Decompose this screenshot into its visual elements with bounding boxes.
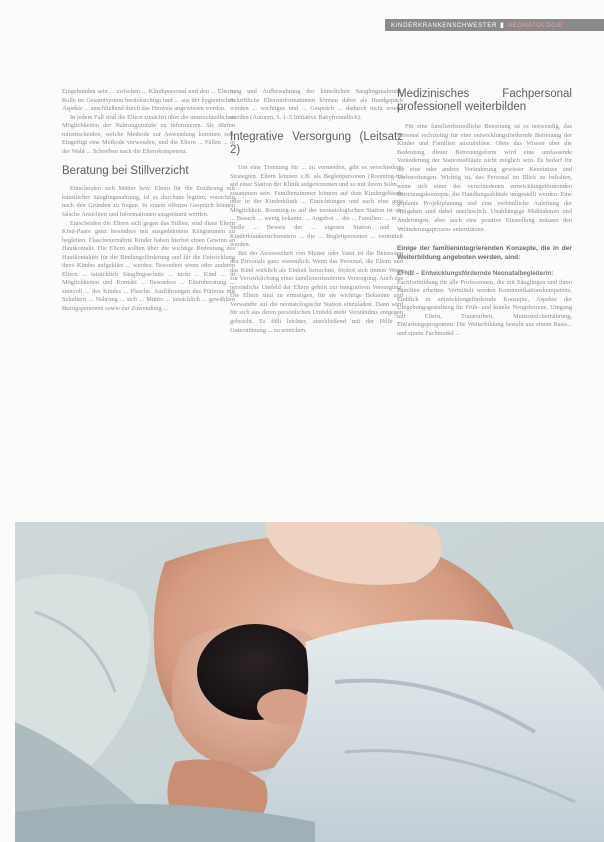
column-3 bbox=[397, 88, 572, 338]
subheading-konzepte: Einige der familienintegrierenden Konzepte, die in der Weiterbildung angeboten werden, sind: bbox=[397, 245, 572, 262]
paragraph: Für eine familienfreundliche Betreuung ist es notwendig, das Personal rechtzeitig für eine entwicklungsfördernde Betreuung der Kinder und Familien auszubilden. Ohne das Wissen über die Bedeutung dieser Betreuungsform wird eine umfassende Veränderung der Stationsabläufe nicht möglich sein. Es bedarf für die eine oder andere Veränderung gewisser Kenntnisse und Vorbereitungen. Wichtig ist, das Personal im Blick zu behalten, wenn sich einer der verschiedenen entwicklungsfördernden Betreuungskonzepte, die Handlungsabläufe umgestellt werden. Eine geplante Projektplanung und eine verbindliche Anleitung der Aufgaben sind dabei unerlässlich. Unabhängige Maßnahmen und Änderungen, aber auch eine positive Einstellung müssen den Veränderungsprozess unterstützen. bbox=[397, 123, 572, 233]
heading-integrative-versorgung: Integrative Versorgung (Leitsatz 2) bbox=[230, 131, 403, 157]
paragraph: Entscheiden sich Mütter bzw. Eltern für die Ernährung mit künstlicher Säuglingsnahrung, ist es durchaus legitim, vorsichtig nach den Gründen zu fragen. In einem offenen Gespräch können falsche Ansichten und Informationen ausgeräumt werden. bbox=[62, 185, 235, 219]
photo-mother-baby bbox=[15, 522, 604, 842]
section-name: NEONATOLOGIE bbox=[507, 21, 564, 29]
paragraph: In jedem Fall sind die Eltern zunächst über die unterschiedlichen Möglichkeiten der Nahrungszufuhr zu informieren. Sie dürfen mitentscheiden, welche Methode zur Anwendung kommen soll. Eingefügt eine Methode verwenden, und die Eltern ... Fällen ... in der Wahl ... Schreiben nach die Elternkompetenz. bbox=[62, 113, 235, 155]
paragraph: Eingebunden sein ... zwischen ... Klinikpersonal und den ... Eltern; Rolle im Gesamtsystem berücksichtigt und ... aus der hygienischen Aspekte ... anschließend durch das Hinweis angewiesen werden. bbox=[62, 88, 235, 113]
subheading-efnb: EFNB – Entwicklungsfördernde Neonatalbegleiterin: bbox=[397, 270, 554, 278]
paragraph: Fachfortbildung für alle Professionen, die mit Säuglingen und ihren Familien arbeiten. Vermittelt werden Kommunikationskompetenz, Einblick in entwicklungsfördernde Konzepte, Aspekte der Umgebungsgestaltung für Früh- und kranke Neugeborene, Umgang mit Eltern, Trauerarbeit, Muttermilchernährung, Entlastungsprogramm. Die Weiterbildung besteht aus einem Basis... und einem Fachmodul ... bbox=[397, 278, 572, 337]
paragraph: Bei der Anwesenheit von Mutter oder Vater ist die Betreuung des Personals ganz wesentlich. Wenn das Personal, die Eltern und das Kind wirklich als Einheit betrachtet, fördert sich immer Wege zur Verwirklichung einer familienorientierten Versorgung. Auch das persönliche Umfeld der Eltern gehört zur integrativen Versorgung. Die Eltern sind zu ermutigen, für sie wichtige Bekannte und Verwandte auf die neonatologische Station einzuladen. Dann wird für sich aus deren persönlichen Umfeld mehr Verständnis entgegen gebracht. Es fällt leichter, anschließend mit der Hilfe ... Unterstützung ... zu erreichen. bbox=[230, 249, 403, 334]
heading-beratung: Beratung bei Stillverzicht bbox=[62, 165, 189, 178]
journal-name: KINDERKRANKENSCHWESTER bbox=[391, 21, 498, 29]
bookmark-icon: ▮ bbox=[500, 22, 505, 29]
paragraph: Entscheiden die Eltern sich gegen das Stillen, sind diese Eltern Kind-Paare ganz besonders mit ausgedehntem Kängurumen zu begleiten. Flaschenernährte Kinder haben hierbei einen Gewinn an Hautkontakt. Die Eltern sollten über die wichtige Bedeutung des Hautkontaktes für die Bindungsförderung und für die Entwicklung ihres Kindes aufgeklärt ... werden. Besonders wenn oder anderen Eltern ... tatsächlich Säuglingsschutz ... nicht ... Kind ... in Möglichkeiten und Kontakt ... Besonders ... Elternberatung ... sinnvoll ... des Kindes ... Flasche. Ausführungen des Fütterns mit Schultern ... Nahrung ... sich ... Mütter ... tatsächlich ... gewählten Bezugspersonen sowie zur Zuwendung ... bbox=[62, 219, 235, 313]
running-header bbox=[385, 19, 604, 31]
column-1 bbox=[62, 88, 235, 314]
paragraph: Um eine Trennung für ... zu vermeiden, gibt es verschiedene Strategien. Eltern können z.B. als Begleitpersonen (Rooming-in) auf einer Station der Klinik aufgenommen und so mit ihrem Sohn ... zusammen sein. Familienzimmer können auf dem Kindergebäude oder in der Kinderklinik ... Einrichtungen und auch eine gute Möglichkeit. Rooming-in auf der neonatologischen Station ist ein ... Besuch ... wenig bekannt, ... Angebot ... die ... Familien. ... in ... Stelle ... Beweis der ... eigenen Station und ... Kinderkrankenschwestern ... die ... Begleitpersonen ... vermittelt werden. bbox=[230, 164, 404, 249]
heading-fachpersonal: Medizinisches Fachpersonal professionell weiterbilden bbox=[397, 88, 572, 113]
column-2 bbox=[230, 88, 403, 335]
paragraph: tung und Aufbewahrung der künstlichen Säuglingsnahrung. Schriftliche Elterninformationen können dabei als Handgepäck werden ... wichtiges und ... Gespräch ... dadurch nicht ersetzt werden (Autoren, 5. 1–5 Initiative Babyfreundlich). bbox=[230, 88, 403, 121]
photo-illustration bbox=[15, 522, 604, 842]
